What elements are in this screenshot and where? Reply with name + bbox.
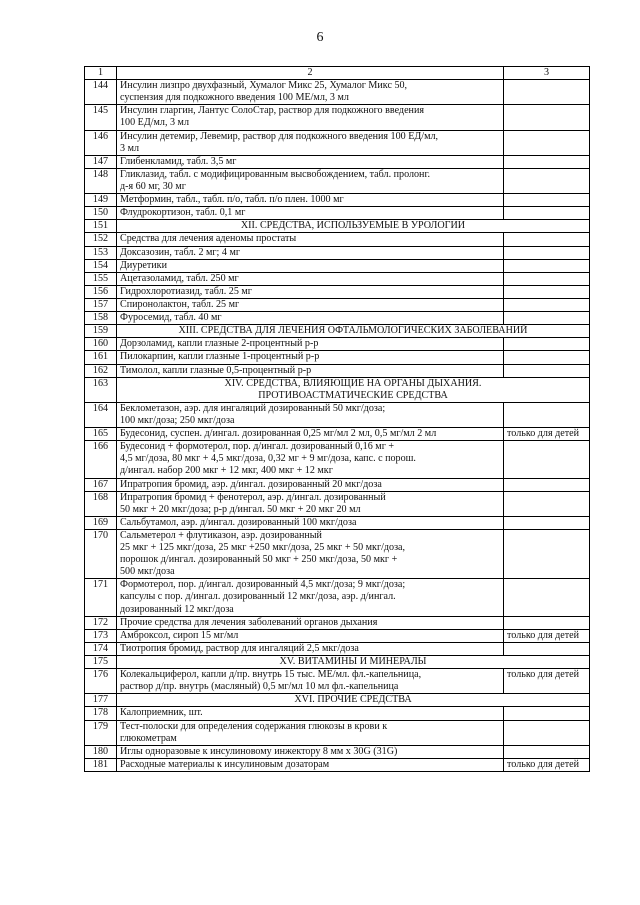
drug-name: Инсулин детемир, Левемир, раствор для подкожного введения 100 ЕД/мл, 3 мл [117,130,504,155]
row-number: 174 [85,642,117,655]
drug-name: Диуретики [117,259,504,272]
row-number: 167 [85,478,117,491]
table-row [85,745,590,758]
row-number: 166 [85,441,117,478]
row-note [504,402,590,427]
table-row [85,351,590,364]
drug-name: Сальметерол + флутиказон, аэр. дозированный 25 мкг + 125 мкг/доза, 25 мкг +250 мкг/доза, 25 мкг + 50 мкг/доза, порошок д/ингал. дозированный 50 мкг + 250 мкг/доза, 50 мкг + 500 мкг/доза [117,529,504,578]
row-number: 154 [85,259,117,272]
row-note [504,130,590,155]
row-note: только для детей [504,758,590,771]
drug-name: Инсулин гларгин, Лантус СолоСтар, раствор для подкожного введения 100 ЕД/мл, 3 мл [117,105,504,130]
table-row [85,312,590,325]
drug-name: Прочие средства для лечения заболеваний органов дыхания [117,616,504,629]
table-row [85,233,590,246]
row-number: 151 [85,220,117,233]
row-number: 165 [85,428,117,441]
drug-name: Дорзоламид, капли глазные 2-процентный р-р [117,338,504,351]
row-note [504,338,590,351]
row-note [504,312,590,325]
table-row [85,616,590,629]
row-note [504,441,590,478]
row-number: 178 [85,707,117,720]
drug-name: Метформин, табл., табл. п/о, табл. п/о плен. 1000 мг [117,194,504,207]
row-number: 148 [85,168,117,193]
row-note [504,246,590,259]
table-row [85,246,590,259]
table-header-row [85,67,590,80]
drug-name: Глибенкламид, табл. 3,5 мг [117,155,504,168]
table-row [85,669,590,694]
drug-name: Тимолол, капли глазные 0,5-процентный р-р [117,364,504,377]
row-note [504,707,590,720]
row-note [504,579,590,616]
drug-name: Будесонид + формотерол, пор. д/ингал. дозированный 0,16 мг + 4,5 мг/доза, 80 мкг + 4,5 мкг/доза, 0,32 мг + 9 мг/доза, капс. с порош. д/ингал. набор 200 мкг + 12 мкг, 400 мкг + 12 мкг [117,441,504,478]
drug-name: Гликлазид, табл. с модифицированным высвобождением, табл. пролонг. д-я 60 мг, 30 мг [117,168,504,193]
row-number: 172 [85,616,117,629]
section-heading-row [85,694,590,707]
row-number: 180 [85,745,117,758]
row-number: 161 [85,351,117,364]
drug-name: Расходные материалы к инсулиновым дозаторам [117,758,504,771]
row-number: 170 [85,529,117,578]
row-note [504,207,590,220]
row-number: 160 [85,338,117,351]
row-number: 169 [85,516,117,529]
row-note [504,80,590,105]
row-note [504,745,590,758]
row-number: 149 [85,194,117,207]
row-number: 162 [85,364,117,377]
drug-name: Ипратропия бромид, аэр. д/ингал. дозированный 20 мкг/доза [117,478,504,491]
row-number: 175 [85,656,117,669]
section-heading-row [85,220,590,233]
drug-name: Тиотропия бромид, раствор для ингаляций 2,5 мкг/доза [117,642,504,655]
header-col-2: 2 [117,67,504,80]
row-note: только для детей [504,629,590,642]
table-row [85,168,590,193]
header-col-3: 3 [504,67,590,80]
table-row [85,478,590,491]
row-note: только для детей [504,428,590,441]
table-row [85,402,590,427]
table-row [85,194,590,207]
section-heading: XIV. СРЕДСТВА, ВЛИЯЮЩИЕ НА ОРГАНЫ ДЫХАНИЯ. ПРОТИВОАСТМАТИЧЕСКИЕ СРЕДСТВА [117,377,590,402]
table-row [85,130,590,155]
table-row [85,720,590,745]
row-note [504,491,590,516]
row-number: 173 [85,629,117,642]
drug-name: Гидрохлоротиазид, табл. 25 мг [117,285,504,298]
row-note [504,720,590,745]
drug-name: Будесонид, суспен. д/ингал. дозированная 0,25 мг/мл 2 мл, 0,5 мг/мл 2 мл [117,428,504,441]
header-col-1: 1 [85,67,117,80]
drug-name: Колекальциферол, капли д/пр. внутрь 15 тыс. МЕ/мл. фл.-капельница, раствор д/пр. внутрь (масляный) 0,5 мг/мл 10 мл фл.-капельница [117,669,504,694]
row-number: 158 [85,312,117,325]
table-row [85,298,590,311]
row-note [504,233,590,246]
table-row [85,579,590,616]
row-number: 168 [85,491,117,516]
drug-name: Сальбутамол, аэр. д/ингал. дозированный 100 мкг/доза [117,516,504,529]
row-number: 152 [85,233,117,246]
row-number: 179 [85,720,117,745]
drug-name: Доксазозин, табл. 2 мг; 4 мг [117,246,504,259]
page-number: 6 [316,30,324,45]
row-note [504,364,590,377]
table-row [85,491,590,516]
row-note [504,194,590,207]
drug-name: Амброксол, сироп 15 мг/мл [117,629,504,642]
row-note [504,478,590,491]
row-note [504,516,590,529]
drug-name: Средства для лечения аденомы простаты [117,233,504,246]
row-note: только для детей [504,669,590,694]
table-row [85,80,590,105]
row-note [504,351,590,364]
row-number: 144 [85,80,117,105]
table-row [85,642,590,655]
row-note [504,642,590,655]
row-note [504,529,590,578]
drug-name: Ипратропия бромид + фенотерол, аэр. д/ингал. дозированный 50 мкг + 20 мкг/доза; р-р д/ингал. 50 мкг + 20 мкг 20 мл [117,491,504,516]
section-heading: XII. СРЕДСТВА, ИСПОЛЬЗУЕМЫЕ В УРОЛОГИИ [117,220,590,233]
row-note [504,285,590,298]
row-note [504,259,590,272]
row-number: 156 [85,285,117,298]
row-number: 157 [85,298,117,311]
drug-name: Инсулин лизпро двухфазный, Хумалог Микс 25, Хумалог Микс 50, суспензия для подкожного введения 100 МЕ/мл, 3 мл [117,80,504,105]
row-number: 159 [85,325,117,338]
row-number: 171 [85,579,117,616]
row-note [504,298,590,311]
table-row [85,629,590,642]
table-row [85,441,590,478]
table-row [85,272,590,285]
drug-name: Беклометазон, аэр. для ингаляций дозированный 50 мкг/доза; 100 мкг/доза; 250 мкг/доза [117,402,504,427]
row-number: 153 [85,246,117,259]
section-heading: XIII. СРЕДСТВА ДЛЯ ЛЕЧЕНИЯ ОФТАЛЬМОЛОГИЧЕСКИХ ЗАБОЛЕВАНИЙ [117,325,590,338]
row-number: 147 [85,155,117,168]
section-heading-row [85,656,590,669]
drug-name: Пилокарпин, капли глазные 1-процентный р-р [117,351,504,364]
row-number: 146 [85,130,117,155]
row-note [504,616,590,629]
table-row [85,105,590,130]
drug-name: Иглы одноразовые к инсулиновому инжектору 8 мм х 30G (31G) [117,745,504,758]
row-note [504,272,590,285]
row-number: 176 [85,669,117,694]
drug-name: Тест-полоски для определения содержания глюкозы в крови к глюкометрам [117,720,504,745]
section-heading: XVI. ПРОЧИЕ СРЕДСТВА [117,694,590,707]
section-heading-row [85,377,590,402]
section-heading: XV. ВИТАМИНЫ И МИНЕРАЛЫ [117,656,590,669]
table-row [85,207,590,220]
table-row [85,428,590,441]
table-row [85,364,590,377]
row-number: 150 [85,207,117,220]
row-note [504,105,590,130]
drug-name: Фуросемид, табл. 40 мг [117,312,504,325]
drug-list-table [84,66,590,772]
drug-name: Спиронолактон, табл. 25 мг [117,298,504,311]
row-number: 181 [85,758,117,771]
drug-name: Флудрокортизон, табл. 0,1 мг [117,207,504,220]
table-row [85,758,590,771]
row-number: 177 [85,694,117,707]
table-row [85,155,590,168]
row-number: 145 [85,105,117,130]
row-number: 163 [85,377,117,402]
drug-name: Калоприемник, шт. [117,707,504,720]
drug-name: Ацетазоламид, табл. 250 мг [117,272,504,285]
table-row [85,338,590,351]
row-number: 155 [85,272,117,285]
row-number: 164 [85,402,117,427]
table-row [85,285,590,298]
table-row [85,259,590,272]
section-heading-row [85,325,590,338]
table-row [85,516,590,529]
drug-name: Формотерол, пор. д/ингал. дозированный 4,5 мкг/доза; 9 мкг/доза; капсулы с пор. д/ингал. дозированный 12 мкг/доза, аэр. д/ингал. дозированный 12 мкг/доза [117,579,504,616]
table-row [85,529,590,578]
row-note [504,168,590,193]
table-row [85,707,590,720]
row-note [504,155,590,168]
